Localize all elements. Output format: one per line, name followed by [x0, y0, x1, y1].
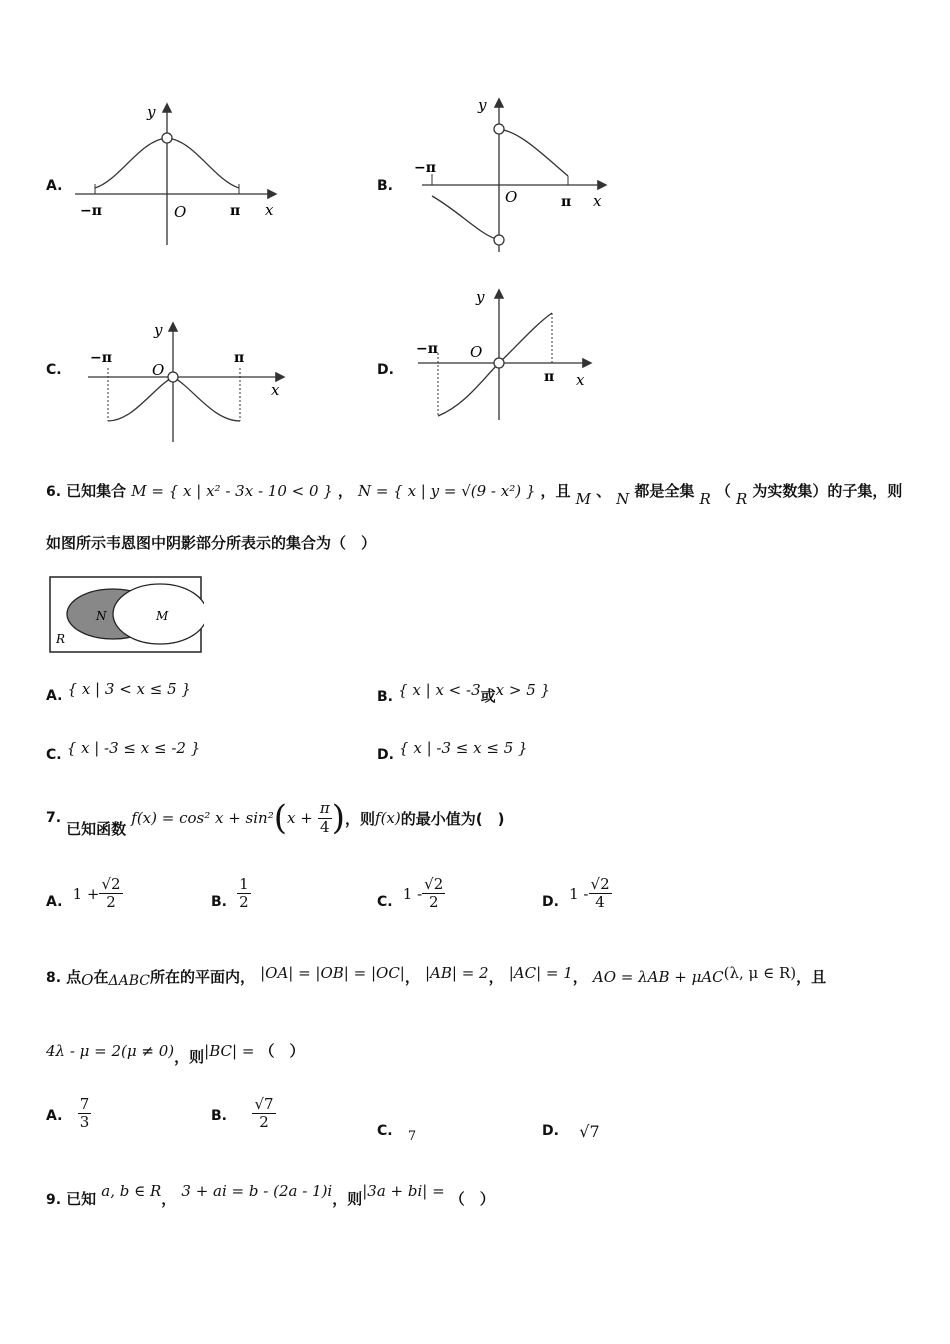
svg-text:R: R	[56, 632, 66, 646]
svg-text:O: O	[470, 343, 483, 361]
svg-text:π: π	[561, 194, 572, 210]
q6-number: 6.	[46, 484, 62, 500]
pi-label: π	[230, 203, 241, 219]
q8-option-c: C. $_7$	[377, 1123, 417, 1144]
svg-text:O: O	[505, 188, 518, 206]
origin-label: O	[174, 203, 187, 221]
q6-option-d: D. { x | -3 ≤ x ≤ 5 }	[377, 739, 528, 763]
neg-pi-label: −π	[80, 203, 102, 219]
q7-stem: 7. 已知函数 f(x) = cos² x + sin² ( x + $\frac{\pi}{4}$ ) ，则 f(x) 的最小值为( )	[46, 798, 505, 838]
graph-a	[70, 95, 285, 250]
q6-option-c: C. { x | -3 ≤ x ≤ -2 }	[46, 739, 201, 763]
q6-set-m: M = { x | x² - 3x - 10 < 0 }	[131, 482, 333, 500]
svg-text:x: x	[576, 371, 585, 389]
venn-diagram	[48, 575, 204, 655]
svg-text:−π: −π	[416, 341, 438, 357]
option-b-label: B.	[377, 178, 393, 194]
svg-text:O: O	[152, 361, 165, 379]
q6-option-b: B. { x | x < -3或x > 5 }	[377, 681, 551, 705]
svg-text:π: π	[234, 350, 245, 366]
q7-option-b: B. $\frac{1}{2}$	[211, 875, 249, 912]
svg-text:y: y	[154, 321, 163, 339]
q7-pi-over-4: $\frac{\pi}{4}$	[319, 799, 330, 836]
svg-text:N: N	[96, 609, 107, 623]
option-a-label: A.	[46, 178, 63, 194]
q6-set-n: N = { x | y = √(9 - x²) }	[358, 482, 536, 500]
q8-line1: 8. 点O在ΔABC所在的平面内， |OA| = |OB| = |OC|， |AB| = 2， |AC| = 1， AO = λAB + μAC(λ, μ ∈ R)，且	[46, 964, 827, 989]
svg-text:M: M	[156, 609, 169, 623]
graph-b	[400, 92, 615, 257]
q7-option-c: C. 1 - $\frac{√2}{2}$	[377, 875, 444, 912]
option-d-label: D.	[377, 362, 394, 378]
graph-c	[78, 318, 293, 446]
q6-option-a: A. { x | 3 < x ≤ 5 }	[46, 680, 191, 704]
q6-line2: 如图所示韦恩图中阴影部分所表示的集合为（ ）	[46, 534, 377, 552]
option-c-label: C.	[46, 362, 62, 378]
svg-text:y: y	[476, 288, 485, 306]
svg-text:π: π	[544, 369, 555, 385]
q9-stem: 9. 已知 a, b ∈ R， 3 + ai = b - (2a - 1)i，则|3a + bi| = （ ）	[46, 1182, 495, 1208]
q7-option-d: D. 1 - $\frac{√2}{4}$	[542, 875, 610, 912]
q8-option-b: B. $\frac{√7}{2}$	[211, 1095, 274, 1132]
x-label: x	[265, 201, 274, 219]
svg-text:−π: −π	[414, 160, 436, 176]
q8-line2: 4λ - μ = 2(μ ≠ 0)，则|BC| = （ ）	[46, 1042, 305, 1066]
svg-text:x: x	[593, 192, 602, 210]
graph-d	[410, 285, 600, 423]
q8-option-a: A. $\frac{7}{3}$	[46, 1095, 90, 1132]
svg-text:−π: −π	[90, 350, 112, 366]
q8-option-d: D. √7	[542, 1122, 600, 1141]
svg-text:x: x	[271, 381, 280, 399]
svg-text:y: y	[478, 96, 487, 114]
q6-line1: 6. 已知集合 M = { x | x² - 3x - 10 < 0 } ， N = { x | y = √(9 - x²) } ，且 M 、 N 都是全集 R （ R 为实数集）的子集，则	[46, 482, 903, 508]
q7-option-a: A. 1 + $\frac{√2}{2}$	[46, 875, 121, 912]
open-point	[162, 133, 172, 143]
y-label: y	[147, 103, 156, 121]
